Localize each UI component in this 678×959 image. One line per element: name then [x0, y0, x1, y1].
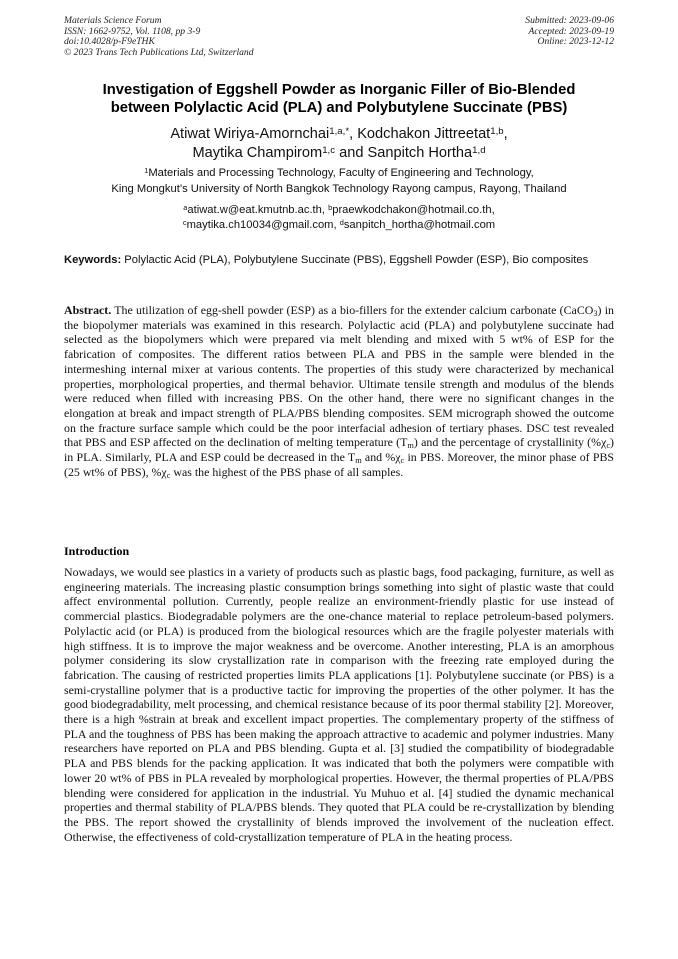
- journal-doi: doi:10.4028/p-F9eTHK: [64, 36, 155, 48]
- abstract: [64, 303, 614, 479]
- date-accepted: Accepted: 2023-09-19: [528, 25, 614, 37]
- abstract-text: ) in the biopolymer materials was examined in this research. Polylactic acid (PLA) and polybutylene succinate had selected as the biopolymers which were prepared via melt blending and mixed with 5 wt% of ESP for the fabrication of composites. The different ratios between PLA and PBS in the sample were blended in the intermeshing internal mixer at various contents. The properties of this study were characterized by mechanical properties, morphological properties, and thermal behavior. Ultimate tensile strength and modulus of the blends were reduced when filled with increasing PBS. On the other hand, there were no significant changes in the elongation at break and impact strength of PLA/PBS blending composites. SEM micrograph showed the outcome on the fracture surface sample which could be the poor interfacial adhesion of tertiary phases. DSC test revealed that PBS and ESP affected on the declination of melting temperature (T: [64, 303, 614, 450]
- author-separator: ,: [349, 126, 358, 142]
- abstract-subscript: m: [407, 441, 414, 451]
- affiliation-line-2: King Mongkut’s University of North Bangkok Technology Rayong campus, Rayong, Thailand: [111, 182, 567, 195]
- author-emails: [40, 203, 638, 233]
- abstract-text: in PBS. Moreover, the minor phase of PBS (25 wt% of PBS), %χ: [64, 450, 614, 479]
- email-marker: c: [182, 217, 187, 227]
- author-superscript: 1,c: [322, 144, 336, 156]
- abstract-text: was the highest of the PBS phase of all samples.: [170, 464, 404, 479]
- author-name: Sanpitch Hortha: [367, 145, 473, 161]
- journal-issn: ISSN: 1662-9752, Vol. 1108, pp 3-9: [64, 25, 201, 37]
- affiliation-line-1: [30, 166, 648, 182]
- author-name: Maytika Champirom: [192, 145, 323, 161]
- email-marker: b: [328, 202, 333, 212]
- publication-dates: [525, 16, 614, 48]
- email-address: maytika.ch10034@gmail.com,: [186, 219, 340, 231]
- abstract-text: ) and the percentage of crystallinity (%χ: [413, 435, 607, 450]
- abstract-subscript: c: [606, 441, 611, 451]
- authors-line-1: [40, 125, 638, 144]
- author-superscript: 1,d: [472, 144, 486, 156]
- email-marker: a: [183, 202, 188, 212]
- journal-name: Materials Science Forum: [64, 15, 162, 26]
- affiliation-superscript: 1: [144, 165, 149, 175]
- section-heading: Introduction: [64, 544, 130, 558]
- email-address: praewkodchakon@hotmail.co.th,: [332, 204, 495, 216]
- author-superscript: 1,b: [490, 125, 504, 137]
- abstract-label: Abstract.: [64, 303, 112, 317]
- affiliation: [30, 166, 648, 197]
- title-line-1: Investigation of Eggshell Powder as Inorganic Filler of Bio-Blended: [102, 82, 576, 98]
- emails-line-1: [40, 203, 638, 218]
- emails-line-2: [40, 218, 638, 233]
- date-online: Online: 2023-12-12: [537, 36, 614, 48]
- email-address: atiwat.w@eat.kmutnb.ac.th,: [187, 204, 329, 216]
- abstract-text: and %χ: [361, 450, 401, 465]
- abstract-subscript: c: [400, 456, 405, 466]
- date-submitted: Submitted: 2023-09-06: [525, 15, 614, 26]
- journal-info: [64, 16, 254, 58]
- introduction-body: Nowadays, we would see plastics in a variety of products such as plastic bags, food packaging, furniture, as well as engineering materials. The increasing plastic consumption brings something into sight of plastic waste that could affect environmental pollution. Currently, people realize an environment-friendly plastic for use instead of commercial plastics. Biodegradable polymers are the one-chance material to replace petroleum-based polymers. Polylactic acid (or PLA) is produced from the biological resources which are the fragile polyester materials with high stiffness. It is to improve the major weakness and be overcome. Another interesting, PLA is an amorphous polymer considering its slow crystallization rate in comparison with the freezing rate employed during the fabrication. The causing of restricted properties limits PLA applications [1]. Polybutylene succinate (or PBS) is a semi-crystalline polymer that is a productive tactic for improving the properties of the other polymer. It has the good biodegradability, melt processing, and chemical resistance because of its poor thermal stability [2]. Moreover, there is a high %strain at break and excellent impact properties. The complementary property of the stiffness of PLA and the toughness of PBS has been making the approach attractive to academic and polymer industries. Many researchers have reported on PLA and PBS blending. Gupta et al. [3] studied the compatibility of biodegradable PLA and PBS blends for the packing application. It was indicated that both the polymers were compatible with lower 20 wt% of PBS in PLA revealed by morphological properties. However, the thermal properties of PLA/PBS blending were considered for application in the industrial. Yu Muhuo et al. [4] studied the dynamic mechanical properties and thermal stability of PLA/PBS blends. They quoted that PLA could be re-crystallization by blending the PBS. The report showed the crystallinity of blends improved the involvement of the nucleation effect. Otherwise, the effectiveness of cold-crystallization temperature of PLA in the heating process.: [64, 565, 614, 844]
- affiliation-text: Materials and Processing Technology, Faculty of Engineering and Technology,: [148, 167, 534, 179]
- author-name: Atiwat Wiriya-Amornchai: [170, 126, 330, 142]
- email-marker: d: [339, 217, 344, 227]
- author-separator: ,: [503, 126, 508, 142]
- abstract-subscript: m: [355, 456, 362, 466]
- keywords-text: Polylactic Acid (PLA), Polybutylene Succinate (PBS), Eggshell Powder (ESP), Bio composites: [121, 254, 589, 266]
- author-list: [40, 125, 638, 163]
- keywords-label: Keywords:: [64, 254, 122, 266]
- journal-copyright: © 2023 Trans Tech Publications Ltd, Switzerland: [64, 46, 254, 58]
- title-line-2: between Polylactic Acid (PLA) and Polybutylene Succinate (PBS): [110, 100, 568, 116]
- paper-title: [40, 81, 638, 117]
- author-name: Kodchakon Jittreetat: [357, 126, 491, 142]
- author-conjunction: and: [335, 145, 368, 161]
- author-superscript: 1,a,*: [329, 125, 350, 137]
- authors-line-2: [40, 144, 638, 163]
- abstract-subscript: c: [166, 470, 171, 480]
- email-address: sanpitch_hortha@hotmail.com: [343, 219, 496, 231]
- abstract-subscript: 3: [593, 309, 598, 319]
- keywords: [64, 253, 614, 268]
- abstract-text: The utilization of egg-shell powder (ESP) as a bio-fillers for the extender calcium carbonate (CaCO: [111, 303, 594, 317]
- abstract-text: ) in PLA. Similarly, PLA and ESP could be decreased in the T: [64, 435, 614, 465]
